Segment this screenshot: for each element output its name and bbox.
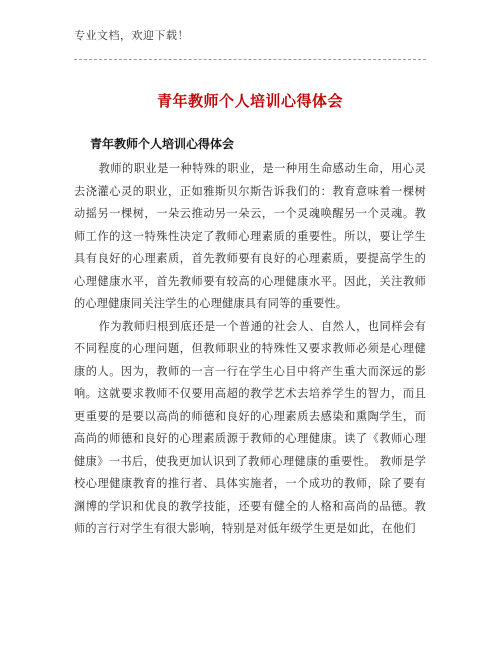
document-subtitle: 青年教师个人培训心得体会	[90, 137, 235, 151]
paragraph: 作为教师归根到底还是一个普通的社会人、自然人，也同样会有不同程度的心理问题，但教师职业的特殊性又要求教师必须是心理健康的人。因为，教师的一言一行在学生心目中将产生重大而深远的影响。这就要求教师不仅要用高超的教学艺术去培养学生的智力，而且更重要的是要以高尚的师德和良好的心理素质去感染和熏陶学生，而高尚的师德和良好的心理素质源于教师的心理健康。读了《教师心理健康》一书后，使我更加认识到了教师心理健康的重要性。 教师是学校心理健康教育的推行者、具体实施者，一个成功的教师，除了要有渊博的学识和优良的教学技能，还要有健全的人格和高尚的品德。教师的言行对学生有很大影响，特别是对低年级学生更是如此，在他们	[74, 319, 426, 535]
header-note: 专业文档，欢迎下载！	[74, 29, 189, 42]
header-divider	[74, 59, 426, 60]
paragraph: 教师的职业是一种特殊的职业，是一种用生命感动生命，用心灵去浇灌心灵的职业，正如雅斯贝尔斯告诉我们的：教育意味着一棵树动摇另一棵树，一朵云推动另一朵云，一个灵魂唤醒另一个灵魂。教师工作的这一特殊性决定了教师心理素质的重要性。所以，要让学生具有良好的心理素质，首先教师要有良好的心理素质，要提高学生的心理健康水平，首先教师要有较高的心理健康水平。因此，关注教师的心理健康同关注学生的心理健康具有同等的重要性。	[74, 162, 426, 310]
document-title: 青年教师个人培训心得体会	[156, 92, 343, 110]
document-body	[74, 158, 426, 541]
